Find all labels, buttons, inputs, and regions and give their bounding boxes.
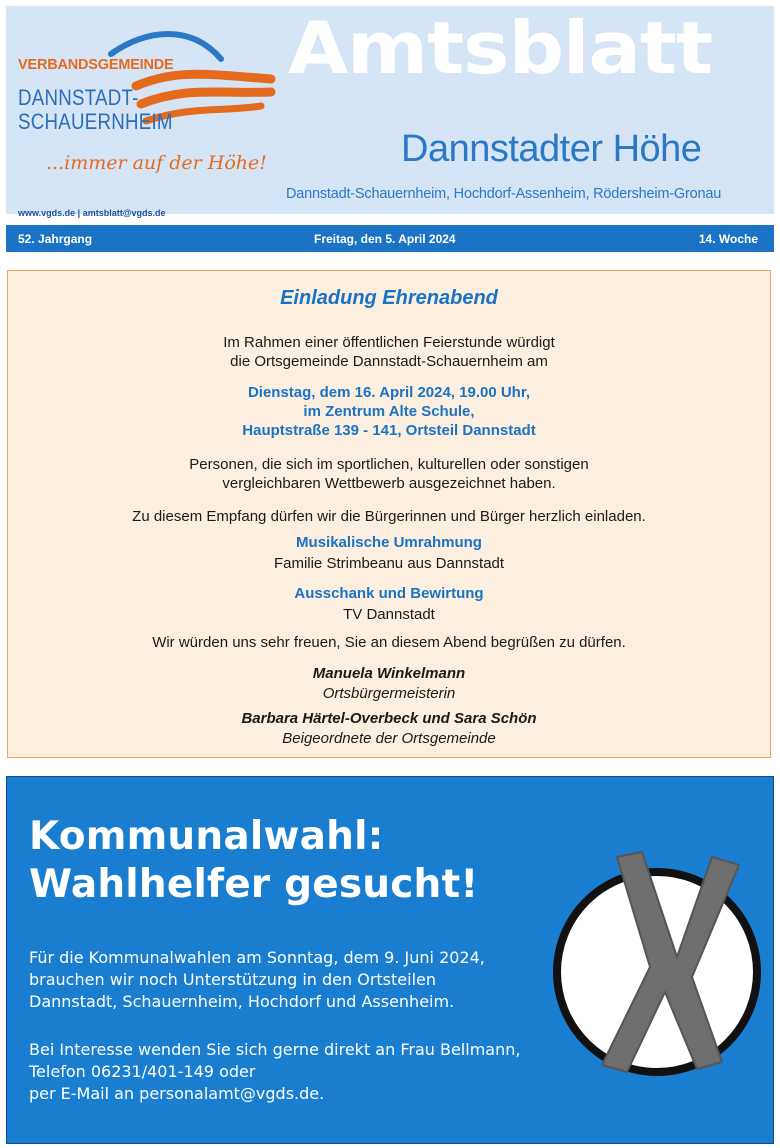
election-contact-line: Telefon 06231/401-149 oder: [29, 1062, 256, 1081]
election-text: [29, 947, 485, 1013]
volume-label: 52. Jahrgang: [18, 232, 93, 246]
honorees-line: vergleichbaren Wettbewerb ausgezeichnet haben.: [222, 475, 556, 492]
signer-name: Barbara Härtel-Overbeck und Sara Schön: [241, 710, 537, 727]
invite-line: Zu diesem Empfang dürfen wir die Bürgerinnen und Bürger herzlich einladen.: [132, 508, 646, 525]
ballot-cross-icon: [547, 837, 767, 1077]
event-details: [8, 383, 770, 440]
page-subtitle: Dannstadter Höhe: [401, 128, 702, 170]
election-headline-line1: Kommunalwahl:: [29, 814, 384, 859]
intro-text: [8, 333, 770, 371]
music-heading: Musikalische Umrahmung: [296, 534, 482, 551]
logo-name: [18, 86, 173, 134]
election-headline-line2: Wahlhelfer gesucht!: [29, 862, 479, 907]
election-helper-box: [6, 776, 774, 1144]
issue-date: Freitag, den 5. April 2024: [314, 232, 456, 246]
logo-top-text: VERBANDSGEMEINDE: [18, 57, 174, 73]
election-contact-line: per E-Mail an personalamt@vgds.de.: [29, 1084, 325, 1103]
music-text: Familie Strimbeanu aus Dannstadt: [273, 555, 505, 572]
election-text-line: Dannstadt, Schauernheim, Hochdorf und Assenheim.: [29, 992, 455, 1011]
event-venue: im Zentrum Alte Schule,: [303, 403, 475, 420]
logo-name-line1: DANNSTADT-: [18, 85, 139, 110]
issue-week: 14. Woche: [698, 232, 758, 246]
logo-name-line2: SCHAUERNHEIM: [18, 109, 173, 134]
election-text-line: Für die Kommunalwahlen am Sonntag, dem 9. Juni 2024,: [29, 948, 485, 967]
catering-text: TV Dannstadt: [343, 606, 435, 623]
election-text-line: brauchen wir noch Unterstützung in den Ortsteilen: [29, 970, 436, 989]
event-address: Hauptstraße 139 - 141, Ortsteil Dannstadt: [242, 422, 536, 439]
signer-role: Ortsbürgermeisterin: [322, 685, 456, 702]
closing-text: Wir würden uns sehr freuen, Sie an diesem Abend begrüßen zu dürfen.: [152, 634, 626, 651]
election-contact-line: Bei Interesse wenden Sie sich gerne direkt an Frau Bellmann,: [29, 1040, 521, 1059]
invitation-title: Einladung Ehrenabend: [280, 287, 498, 309]
issue-info-bar: [6, 225, 774, 252]
election-headline: [29, 813, 478, 909]
intro-line: Im Rahmen einer öffentlichen Feierstunde würdigt: [223, 334, 555, 351]
places-line: Dannstadt-Schauernheim, Hochdorf-Assenheim, Rödersheim-Gronau: [286, 186, 722, 202]
honorees-text: [8, 455, 770, 493]
event-date: Dienstag, dem 16. April 2024, 19.00 Uhr,: [247, 384, 531, 401]
honorees-line: Personen, die sich im sportlichen, kulturellen oder sonstigen: [189, 456, 589, 473]
vg-logo: [16, 24, 276, 218]
catering-heading: Ausschank und Bewirtung: [294, 585, 484, 602]
election-contact: [29, 1039, 520, 1105]
signer-name: Manuela Winkelmann: [312, 665, 466, 682]
web-link[interactable]: www.vgds.de | amtsblatt@vgds.de: [18, 208, 166, 218]
logo-slogan: ...immer auf der Höhe!: [46, 152, 267, 174]
invitation-box: [7, 270, 771, 758]
page-title: Amtsblatt: [288, 6, 713, 90]
intro-line: die Ortsgemeinde Dannstadt-Schauernheim am: [230, 353, 548, 370]
masthead: [6, 6, 774, 218]
signer-role: Beigeordnete der Ortsgemeinde: [282, 730, 496, 747]
